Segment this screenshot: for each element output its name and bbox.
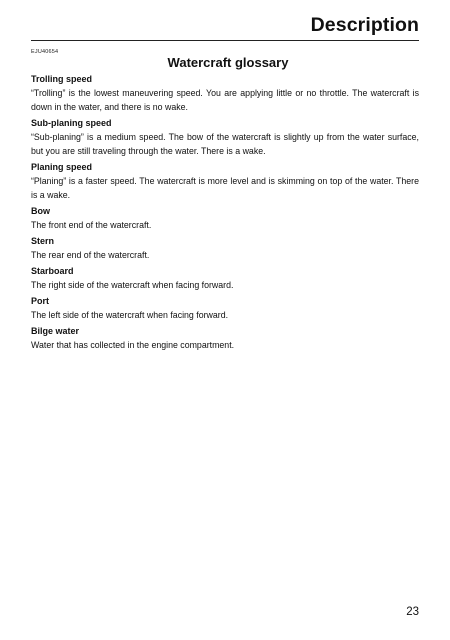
glossary-entry-bow [31,204,419,232]
glossary-entry-starboard [31,264,419,292]
section-title: Watercraft glossary [167,55,289,70]
glossary-term: Bilge water [31,326,80,336]
glossary-term: Planing speed [31,162,93,172]
glossary-definition: The front end of the watercraft. [31,220,152,230]
glossary-entry-sub-planing-speed [31,116,419,158]
glossary-definition: Water that has collected in the engine compartment. [31,340,235,350]
page-header-title: Description [310,14,419,36]
glossary-term: Sub-planing speed [31,118,112,128]
header-divider [31,40,419,41]
glossary-term: Trolling speed [31,74,93,84]
glossary-definition: The right side of the watercraft when facing forward. [31,280,234,290]
glossary-entry-bilge-water [31,324,419,352]
glossary-entry-planing-speed [31,160,419,202]
glossary-definition: The rear end of the watercraft. [31,250,150,260]
glossary-term: Bow [31,206,50,216]
glossary-definition: “Trolling” is the lowest maneuvering speed. You are applying little or no throttle. The watercraft is down in the water, and there is no wake. [31,88,419,112]
page-number: 23 [406,606,419,618]
document-code: EJU40654 [31,49,59,55]
glossary-entry-trolling-speed [31,72,419,114]
glossary-term: Stern [31,236,55,246]
glossary-definition: “Planing” is a faster speed. The watercraft is more level and is skimming on top of the water. There is a wake. [31,176,419,200]
glossary-list [31,72,419,354]
glossary-definition: “Sub-planing” is a medium speed. The bow of the watercraft is slightly up from the water surface, but you are still traveling through the water. There is a wake. [31,132,419,156]
glossary-term: Port [31,296,49,306]
glossary-entry-port [31,294,419,322]
glossary-entry-stern [31,234,419,262]
glossary-term: Starboard [31,266,74,276]
glossary-definition: The left side of the watercraft when facing forward. [31,310,229,320]
